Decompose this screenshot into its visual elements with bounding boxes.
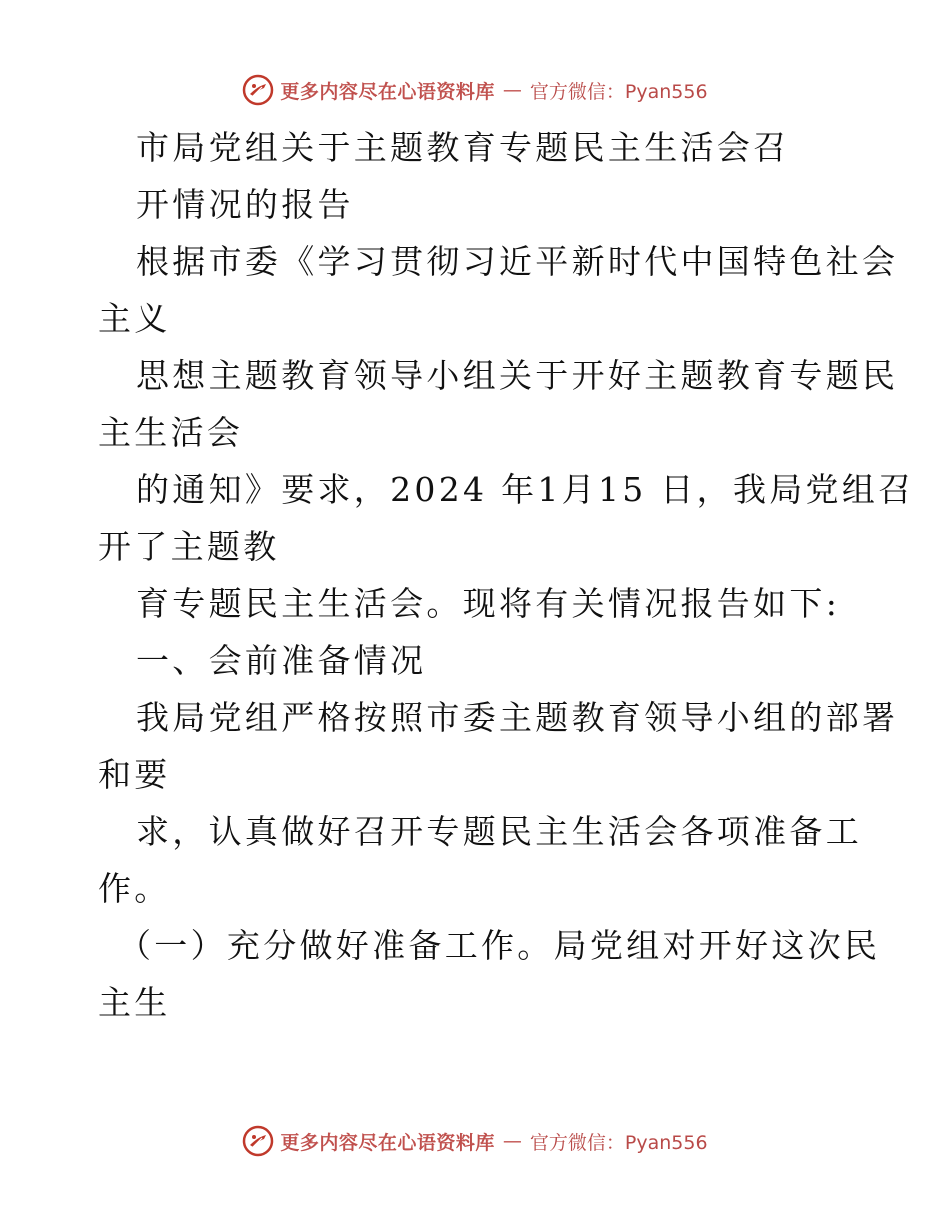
paragraph-line: 育专题民主生活会。现将有关情况报告如下: [136,584,841,623]
paragraph-line: 主生 [98,983,171,1022]
subsection-line: （一）充分做好准备工作。局党组对开好这次民 [118,926,881,965]
paragraph-line: 开了主题教 [98,527,280,566]
watermark-dash: — [502,79,522,101]
paragraph-line: 主义 [98,299,171,338]
paragraph-line: 的通知》要求，2024 年1月15 日，我局党组召 [136,470,915,509]
watermark-wechat: 官方微信：Pyan556 [529,1131,708,1154]
paragraph-line: 作。 [98,869,171,908]
paragraph-line: 求，认真做好召开专题民主生活会各项准备工 [136,812,862,851]
title-line-2: 开情况的报告 [136,185,354,224]
paragraph-line: 主生活会 [98,413,244,452]
header-watermark [0,70,950,110]
paragraph-line: 和要 [98,755,171,794]
watermark-text: 更多内容尽在心语资料库 [280,1131,495,1154]
book-quill-logo-icon [242,74,274,106]
book-quill-logo-icon [242,1125,274,1157]
paragraph-line: 思想主题教育领导小组关于开好主题教育专题民 [136,356,899,395]
title-line-1: 市局党组关于主题教育专题民主生活会召 [136,128,790,167]
paragraph-line: 根据市委《学习贯彻习近平新时代中国特色社会 [136,242,899,281]
section-heading: 一、会前准备情况 [136,641,427,680]
watermark-dash: — [502,1130,522,1152]
paragraph-line: 我局党组严格按照市委主题教育领导小组的部署 [136,698,899,737]
watermark-text: 更多内容尽在心语资料库 [280,80,495,103]
watermark-wechat: 官方微信：Pyan556 [529,80,708,103]
footer-watermark [0,1121,950,1161]
